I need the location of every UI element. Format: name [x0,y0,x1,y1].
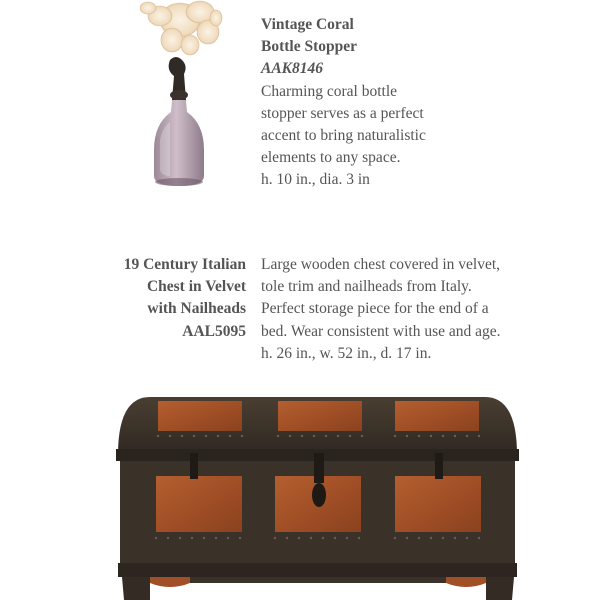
product-2-title-block [60,254,246,343]
product-2-title-line-1: 19 Century Italian [123,256,246,273]
product-1-description-line: Charming coral bottle [261,82,398,100]
product-2-dimensions: h. 26 in., w. 52 in., d. 17 in. [261,344,432,362]
product-1-info [261,14,561,192]
product-2-code: AAL5095 [182,322,246,340]
product-2-description [261,254,591,365]
velvet-chest-image [110,393,525,600]
product-2-title-line-2: Chest in Velvet [146,278,246,296]
product-1-description-line: elements to any space. [261,149,401,167]
product-2-description-line: tole trim and nailheads from Italy. [261,278,472,296]
product-2-title-line-3: with Nailheads [147,300,246,318]
product-1-title-line-2: Bottle Stopper [261,38,358,56]
product-1-description-line: stopper serves as a perfect [261,104,424,122]
coral-bottle-stopper-image [130,0,230,190]
product-1-code: AAK8146 [261,60,324,78]
product-2-description-line: bed. Wear consistent with use and age. [261,322,501,340]
product-1-dimensions: h. 10 in., dia. 3 in [261,171,370,189]
product-1-title-line-1: Vintage Coral [261,16,354,33]
product-1-description-line: accent to bring naturalistic [261,127,426,145]
product-2-description-line: Perfect storage piece for the end of a [261,300,489,318]
product-2-description-line: Large wooden chest covered in velvet, [261,256,501,273]
